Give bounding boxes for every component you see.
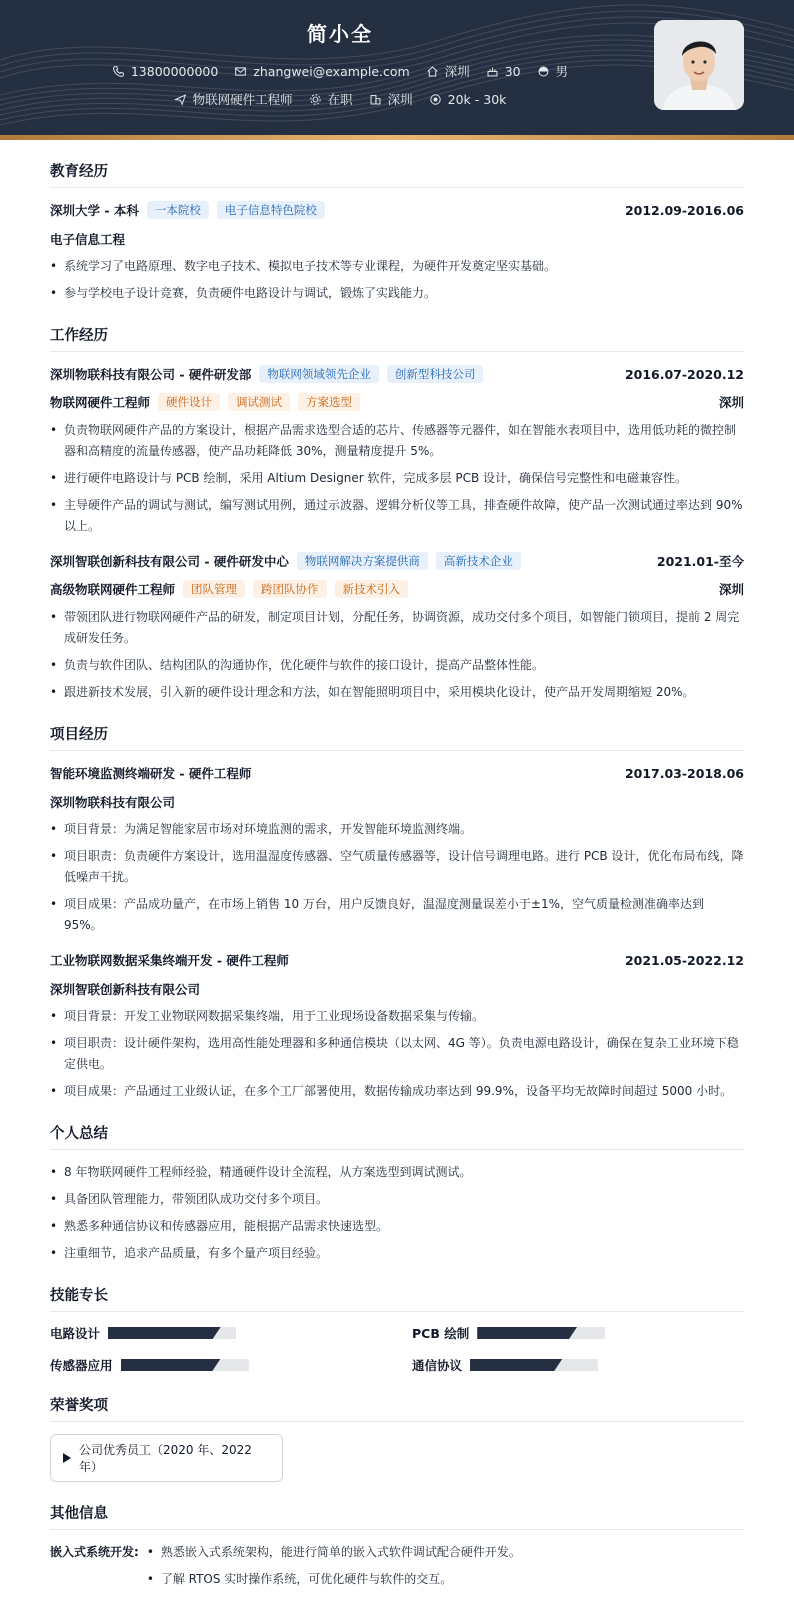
job-role-row: [50, 579, 744, 599]
skill-name: PCB 绘制: [412, 1326, 470, 1341]
work-title: 工作经历: [50, 324, 744, 352]
header-accent-bar: [0, 135, 794, 140]
list-item: • 具备团队管理能力，带领团队成功交付多个项目。: [50, 1189, 744, 1210]
phone-text: 13800000000: [130, 63, 219, 79]
job-role: 高级物联网硬件工程师: [50, 582, 176, 597]
list-item: • 项目职责：设计硬件架构，选用高性能处理器和多种通信模块（以太网、4G 等）。负责电源电路设计，确保在复杂工业环境下稳定供电。: [50, 1033, 744, 1075]
job-role-row: [50, 392, 744, 412]
project-date: 2021.05-2022.12: [624, 952, 744, 968]
project-name-row: [50, 950, 744, 970]
project-company: 深圳智联创新科技有限公司: [50, 982, 201, 997]
job-entry: [50, 551, 744, 703]
skill-bar: [477, 1327, 605, 1339]
phone-item: [112, 64, 218, 79]
company-tag: 物联网解决方案提供商: [297, 552, 428, 570]
project-bullets: [50, 1006, 744, 1102]
job-company-row: [50, 551, 744, 571]
city-text: 深圳: [387, 92, 413, 107]
skill-bar-fill: [470, 1359, 562, 1371]
resume-header: [0, 0, 794, 140]
salary-item: [429, 92, 507, 107]
hometown-text: 深圳: [444, 64, 470, 79]
summary-bullets: [50, 1162, 744, 1264]
role-tag: 调试测试: [228, 393, 290, 411]
list-item: • 系统学习了电路原理、数字电子技术、模拟电子技术等专业课程，为硬件开发奠定坚实基础。: [50, 256, 744, 277]
mail-icon: [234, 65, 247, 78]
email-text: zhangwei@example.com: [253, 63, 410, 79]
honors-title: 荣誉奖项: [50, 1394, 744, 1422]
job-intent-line: [0, 90, 680, 108]
summary-title: 个人总结: [50, 1122, 744, 1150]
work-section: [50, 324, 744, 703]
education-bullets: [50, 256, 744, 304]
salary-text: 20k - 30k: [447, 91, 507, 107]
honors-section: [50, 1394, 744, 1482]
school-tag: 一本院校: [147, 201, 209, 219]
other-bullets: [147, 1542, 521, 1596]
job-role-left: [50, 393, 360, 411]
age-item: [486, 64, 521, 79]
role-tag: 团队管理: [183, 580, 245, 598]
role-tag: 跨团队协作: [253, 580, 327, 598]
job-location: 深圳: [718, 582, 744, 597]
contact-line: [0, 62, 680, 80]
list-item: • 熟悉嵌入式系统架构，能进行简单的嵌入式软件调试配合硬件开发。: [147, 1542, 521, 1563]
other-section: [50, 1502, 744, 1596]
list-item: • 进行硬件电路设计与 PCB 绘制，采用 Altium Designer 软件，完成多层 PCB 设计，确保信号完整性和电磁兼容性。: [50, 468, 744, 489]
project-entry: [50, 950, 744, 1102]
role-tag: 新技术引入: [335, 580, 409, 598]
role-tag: 硬件设计: [158, 393, 220, 411]
project-name: 工业物联网数据采集终端开发 - 硬件工程师: [50, 953, 289, 968]
project-name: 智能环境监测终端研发 - 硬件工程师: [50, 766, 252, 781]
summary-section: [50, 1122, 744, 1264]
skill-name: 通信协议: [412, 1358, 463, 1373]
list-item: • 主导硬件产品的调试与测试，编写测试用例，通过示波器、逻辑分析仪等工具，排查硬件故障，使产品一次测试通过率达到 90%以上。: [50, 495, 744, 537]
skills-grid: [50, 1324, 744, 1374]
education-school-row: [50, 200, 744, 220]
status-item: [309, 90, 353, 108]
skill-bar: [108, 1327, 236, 1339]
skills-section: [50, 1284, 744, 1374]
skill-item: [412, 1356, 744, 1374]
other-title: 其他信息: [50, 1502, 744, 1530]
skill-item: [50, 1356, 382, 1374]
skill-bar-fill: [108, 1327, 221, 1339]
projects-title: 项目经历: [50, 723, 744, 751]
expand-triangle-icon: [63, 1453, 71, 1463]
role-tag: 方案选型: [298, 393, 360, 411]
list-item: • 负责物联网硬件产品的方案设计，根据产品需求选型合适的芯片、传感器等元器件，如在智能水表项目中，选用低功耗的微控制器和高精度的流量传感器，使产品功耗降低 30%，测量精度提升 5%。: [50, 420, 744, 462]
project-bullets: [50, 819, 744, 936]
list-item: • 项目背景：为满足智能家居市场对环境监测的需求，开发智能环境监测终端。: [50, 819, 744, 840]
other-info-row: [50, 1542, 744, 1596]
school-tag: 电子信息特色院校: [217, 201, 325, 219]
company-tag: 高新技术企业: [436, 552, 521, 570]
job-bullets: [50, 420, 744, 537]
email-item: [234, 64, 409, 79]
skill-bar: [470, 1359, 598, 1371]
avatar: [654, 20, 744, 110]
skill-bar-fill: [121, 1359, 221, 1371]
skill-item: [412, 1324, 744, 1342]
education-section: [50, 160, 744, 304]
job-date: 2021.01-至今: [656, 554, 744, 569]
project-date: 2017.03-2018.06: [624, 765, 744, 781]
job-company-row: [50, 364, 744, 384]
send-icon: [174, 93, 187, 106]
skill-name: 传感器应用: [50, 1358, 113, 1373]
gender-item: [537, 62, 569, 80]
age-text: 30: [504, 63, 521, 79]
candidate-name: 简小全: [307, 22, 373, 46]
status-text: 在职: [327, 92, 353, 107]
education-school-left: [50, 201, 325, 219]
skills-title: 技能专长: [50, 1284, 744, 1312]
list-item: • 项目背景：开发工业物联网数据采集终端，用于工业现场设备数据采集与传输。: [50, 1006, 744, 1027]
avatar-portrait: [654, 20, 744, 110]
home-icon: [426, 65, 439, 78]
project-company: 深圳物联科技有限公司: [50, 795, 176, 810]
job-company-left: [50, 365, 483, 383]
hometown-item: [426, 62, 470, 80]
job-bullets: [50, 607, 744, 703]
phone-icon: [112, 65, 125, 78]
city-item: [369, 90, 413, 108]
list-item: • 项目成果：产品通过工业级认证，在多个工厂部署使用，数据传输成功率达到 99.9%，设备平均无故障时间超过 5000 小时。: [50, 1081, 744, 1102]
list-item: • 了解 RTOS 实时操作系统，可优化硬件与软件的交互。: [147, 1569, 521, 1590]
cake-icon: [486, 65, 499, 78]
list-item: • 跟进新技术发展，引入新的硬件设计理念和方法，如在智能照明项目中，采用模块化设计，使产品开发周期缩短 20%。: [50, 682, 744, 703]
company-tag: 创新型科技公司: [387, 365, 484, 383]
job-company: 深圳物联科技有限公司 - 硬件研发部: [50, 367, 252, 382]
list-item: • 项目职责：负责硬件方案设计，选用温湿度传感器、空气质量传感器等，设计信号调理电路。进行 PCB 设计，优化布局布线，降低噪声干扰。: [50, 846, 744, 888]
status-gear-icon: [309, 93, 322, 106]
list-item: • 8 年物联网硬件工程师经验，精通硬件设计全流程，从方案选型到调试测试。: [50, 1162, 744, 1183]
gender-text: 男: [555, 64, 569, 79]
job-role: 物联网硬件工程师: [50, 395, 151, 410]
skill-bar: [121, 1359, 249, 1371]
education-date: 2012.09-2016.06: [624, 202, 744, 218]
list-item: • 负责与软件团队、结构团队的沟通协作，优化硬件与软件的接口设计，提高产品整体性能。: [50, 655, 744, 676]
list-item: • 带领团队进行物联网硬件产品的研发，制定项目计划，分配任务，协调资源，成功交付多个项目，如智能门锁项目，提前 2 周完成研发任务。: [50, 607, 744, 649]
list-item: • 注重细节，追求产品质量，有多个量产项目经验。: [50, 1243, 744, 1264]
gender-icon: [537, 65, 550, 78]
job-title-item: [174, 90, 293, 108]
education-title: 教育经历: [50, 160, 744, 188]
skill-bar-fill: [477, 1327, 577, 1339]
list-item: • 参与学校电子设计竞赛，负责硬件电路设计与调试，锻炼了实践能力。: [50, 283, 744, 304]
list-item: • 项目成果：产品成功量产，在市场上销售 10 万台，用户反馈良好，温湿度测量误差小于±1%，空气质量检测准确率达到 95%。: [50, 894, 744, 936]
honor-text: 公司优秀员工（2020 年、2022 年）: [79, 1443, 252, 1474]
education-major: 电子信息工程: [50, 232, 126, 247]
building-icon: [369, 93, 382, 106]
job-title-text: 物联网硬件工程师: [192, 92, 293, 107]
job-entry: [50, 364, 744, 537]
other-label: 嵌入式系统开发:: [50, 1545, 139, 1559]
honor-item[interactable]: [50, 1434, 283, 1482]
job-company-left: [50, 552, 521, 570]
project-entry: [50, 763, 744, 936]
skill-item: [50, 1324, 382, 1342]
job-location: 深圳: [718, 395, 744, 410]
resume-content: [0, 160, 794, 1596]
skill-name: 电路设计: [50, 1326, 101, 1341]
coin-icon: [429, 93, 442, 106]
projects-section: [50, 723, 744, 1102]
list-item: • 熟悉多种通信协议和传感器应用，能根据产品需求快速选型。: [50, 1216, 744, 1237]
job-company: 深圳智联创新科技有限公司 - 硬件研发中心: [50, 554, 289, 569]
project-name-row: [50, 763, 744, 783]
job-role-left: [50, 580, 408, 598]
school-name: 深圳大学 - 本科: [50, 203, 139, 218]
company-tag: 物联网领域领先企业: [259, 365, 379, 383]
job-date: 2016.07-2020.12: [624, 366, 744, 382]
